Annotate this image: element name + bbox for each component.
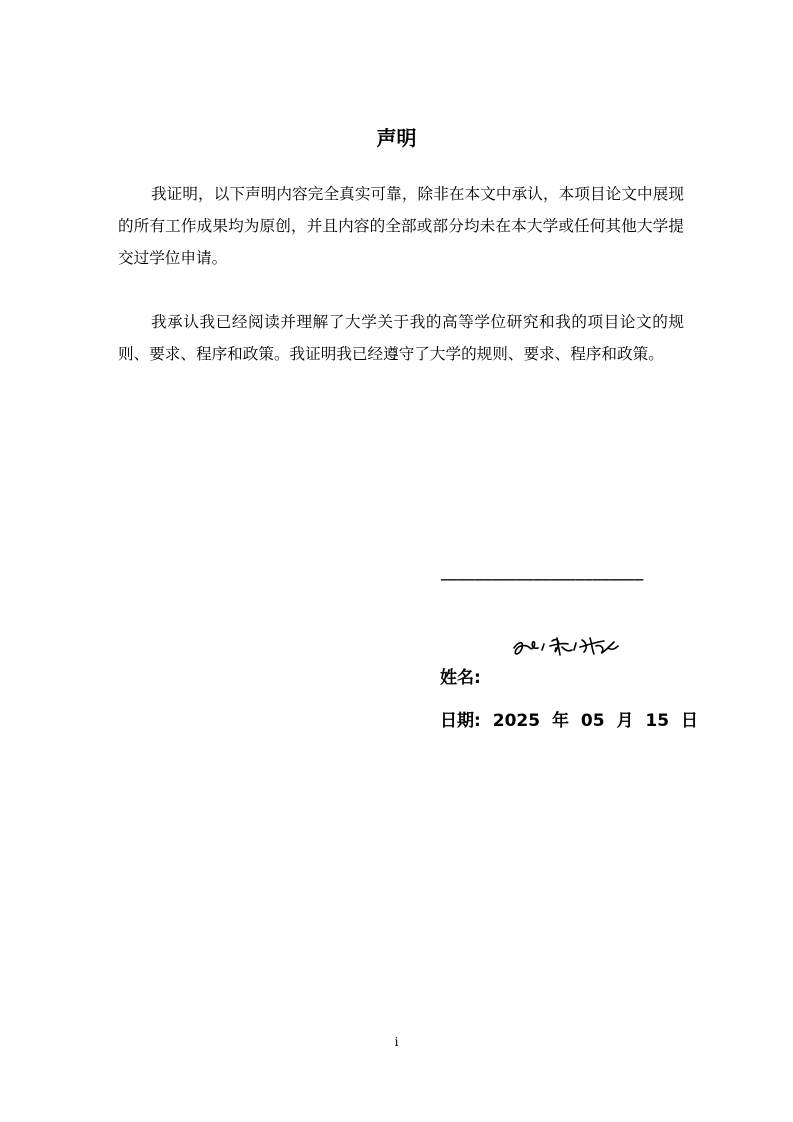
handwritten-signature: [510, 628, 625, 660]
date-month: 05: [580, 711, 605, 731]
date-field: [440, 708, 702, 734]
declaration-paragraph-compliance: 我承认我已经阅读并理解了大学关于我的高等学位研究和我的项目论文的规则、要求、程序和政策。我证明我已经遵守了大学的规则、要求、程序和政策。: [118, 313, 684, 363]
date-day: 15: [645, 711, 670, 731]
page-title: 声明: [376, 126, 417, 150]
date-year-unit: 年: [551, 711, 569, 731]
date-year: 2025: [492, 711, 541, 731]
date-day-unit: 日: [681, 711, 699, 731]
name-label: 姓名:: [440, 668, 481, 688]
name-field: [440, 665, 481, 691]
date-label: 日期:: [440, 711, 481, 731]
declaration-paragraph-originality: 我证明，以下声明内容完全真实可靠，除非在本文中承认，本项目论文中展现的所有工作成果均为原创，并且内容的全部或部分均未在本大学或任何其他大学提交过学位申请。: [118, 185, 684, 267]
signature-line: ________________________: [441, 565, 644, 581]
date-month-unit: 月: [616, 711, 634, 731]
page-number: i: [394, 1035, 399, 1049]
